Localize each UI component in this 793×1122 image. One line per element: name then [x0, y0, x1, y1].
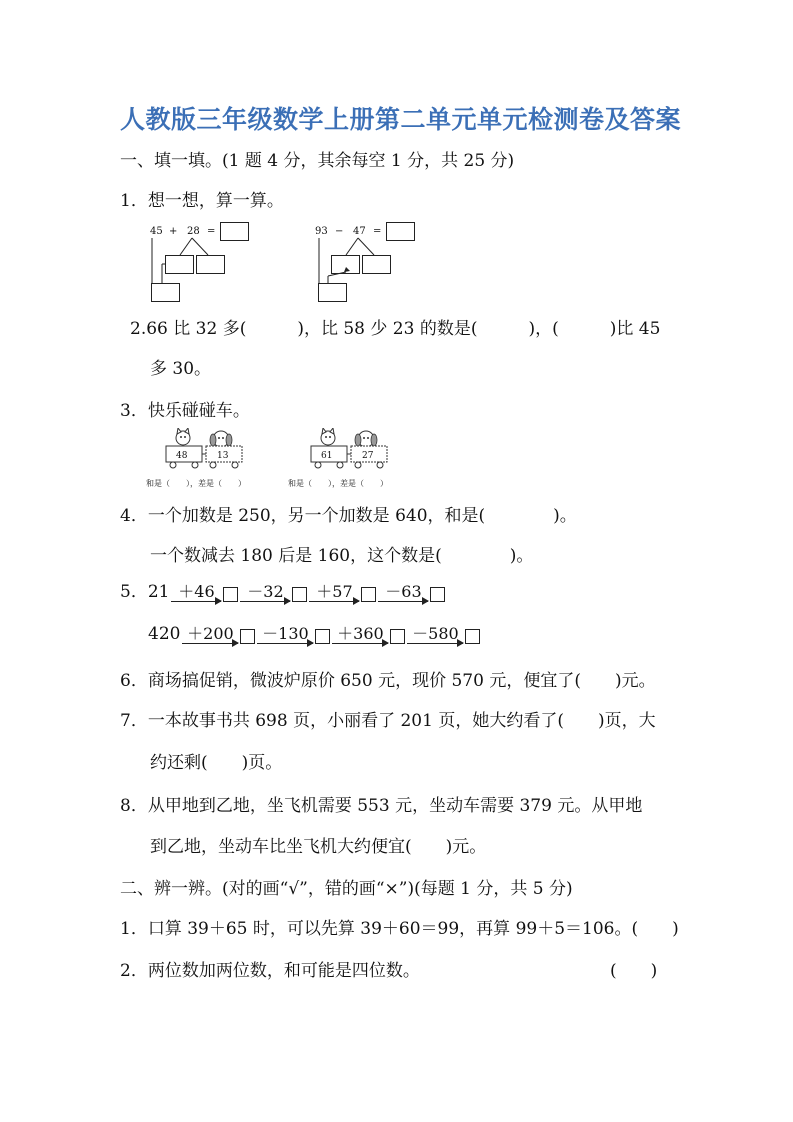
answer-square[interactable]	[361, 587, 376, 602]
operation-arrow: －130	[257, 626, 313, 644]
q7-line1: 7．一本故事书共 698 页，小丽看了 201 页，她大约看了( )页，大	[120, 711, 656, 731]
q2-line2: 多 30。	[150, 359, 212, 379]
operation-arrow: －580	[407, 626, 463, 644]
car2-right-number: 27	[362, 451, 374, 461]
answer-square[interactable]	[223, 587, 238, 602]
car1-right-number: 13	[217, 451, 229, 461]
q2-line1: 2.66 比 32 多( )，比 58 少 23 的数是( )，( )比 45	[130, 319, 661, 339]
j2-answer-paren[interactable]: ( )	[610, 961, 658, 981]
bumper-car-illustration	[308, 428, 398, 472]
q8-line1: 8．从甲地到乙地，坐飞机需要 553 元，坐动车需要 379 元。从甲地	[120, 796, 643, 816]
operation-arrow: －63	[378, 584, 428, 602]
car1-caption: 和是（ ），差是（ ）	[146, 479, 246, 488]
operation-arrow: ＋57	[309, 584, 359, 602]
q5-chain-2	[148, 624, 480, 644]
answer-square[interactable]	[430, 587, 445, 602]
bumper-car-illustration	[163, 428, 253, 472]
eq2-op: −	[335, 226, 344, 237]
section1-heading: 一、填一填。(1 题 4 分，其余每空 1 分，共 25 分)	[120, 151, 515, 171]
operation-arrow: ＋360	[332, 626, 388, 644]
eq2-b: 47	[353, 226, 366, 237]
q4-line2: 一个数减去 180 后是 160，这个数是( )。	[150, 546, 534, 566]
page-title: 人教版三年级数学上册第二单元单元检测卷及答案	[120, 105, 682, 134]
chain1-start: 21	[147, 582, 170, 602]
answer-square[interactable]	[292, 587, 307, 602]
j1-text: 1．口算 39＋65 时，可以先算 39＋60＝99，再算 99＋5＝106。( )	[120, 919, 679, 939]
operation-arrow: －32	[240, 584, 290, 602]
q5-prefix: 5．	[120, 582, 148, 602]
operation-arrow: ＋200	[182, 626, 238, 644]
eq1-b: 28	[187, 226, 200, 237]
eq2-eq: =	[373, 226, 382, 237]
q3-text: 3．快乐碰碰车。	[120, 401, 250, 421]
car2-left-number: 61	[321, 451, 333, 461]
q5-chain-1	[120, 582, 445, 602]
car1-left-number: 48	[176, 451, 188, 461]
connector-lines	[140, 234, 240, 289]
q7-line2: 约还剩( )页。	[150, 753, 283, 773]
q6-text: 6．商场搞促销，微波炉原价 650 元，现价 570 元，便宜了( )元。	[120, 671, 656, 691]
answer-square[interactable]	[390, 629, 405, 644]
q1-text: 1．想一想，算一算。	[120, 191, 284, 211]
operation-arrow: ＋46	[171, 584, 221, 602]
eq2-a: 93	[315, 226, 328, 237]
j2-text: 2．两位数加两位数，和可能是四位数。	[120, 961, 420, 981]
eq1-eq: =	[207, 226, 216, 237]
section2-heading: 二、辨一辨。(对的画“√”，错的画“×”)(每题 1 分，共 5 分)	[120, 879, 573, 899]
q8-line2: 到乙地，坐动车比坐飞机大约便宜( )元。	[150, 837, 487, 857]
q4-line1: 4．一个加数是 250，另一个加数是 640，和是( )。	[120, 506, 577, 526]
chain2-start: 420	[148, 624, 181, 644]
answer-square[interactable]	[465, 629, 480, 644]
connector-lines	[306, 234, 406, 289]
car2-caption: 和是（ ），差是（ ）	[288, 479, 388, 488]
answer-square[interactable]	[240, 629, 255, 644]
eq1-op: +	[169, 226, 178, 237]
eq1-a: 45	[150, 226, 163, 237]
answer-square[interactable]	[315, 629, 330, 644]
